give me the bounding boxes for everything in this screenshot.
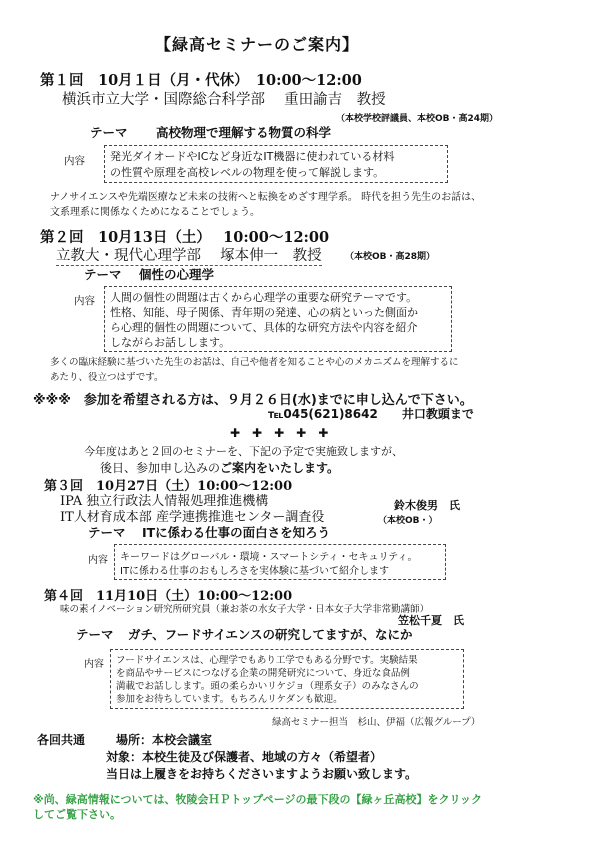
session-3-org-2: IT人材育成本部 産学連携推進センター調査役 xyxy=(60,510,325,525)
session-3-org-1: IPA 独立行政法人情報処理推進機構 xyxy=(60,494,269,509)
session-1-content-label: 内容 xyxy=(64,155,85,167)
session-4-content-line: 参加をお待ちしています。もちろんリケダンも歓迎。 xyxy=(116,694,343,705)
session-1-content-line: 発光ダイオードやICなど身近なIT機器に使われている材料 xyxy=(110,150,395,163)
session-2-speaker-wrap xyxy=(56,244,322,266)
footer-note: してご覧下さい。 xyxy=(33,808,121,821)
session-2-content-line: ら心理的個性の問題について、具体的な研究方法や内容を紹介 xyxy=(110,321,418,334)
page-title: 【緑高セミナーのご案内】 xyxy=(155,35,360,54)
session-1-description: ナノサイエンスや先端医療など未来の技術へと転換をめざす理学系。 時代を担う先生のお話は、 xyxy=(50,192,482,203)
session-1-heading: 第１回 10月１日（月・代休） 10:00～12:00 xyxy=(40,72,362,89)
decorative-crosses: ✚ ✚ ✚ ✚ ✚ xyxy=(230,426,329,440)
session-2-description: 多くの臨床経験に基づいた先生のお話は、自己や他者を知ることや心のメカニズムを理解するに xyxy=(50,357,459,368)
later-sessions-intro-2 xyxy=(100,459,339,476)
common-place: 場所：本校会議室 xyxy=(116,733,213,747)
session-2-theme-label: テーマ xyxy=(84,267,122,282)
session-1-speaker: 横浜市立大学・国際総合科学部 重田諭吉 教授 xyxy=(62,92,386,108)
session-2-content-label: 内容 xyxy=(74,295,95,307)
session-2-speaker: 立教大・現代心理学部 塚本伸一 教授 xyxy=(56,244,322,266)
session-3-content-label: 内容 xyxy=(88,555,108,566)
session-3-theme-label: テーマ xyxy=(88,525,126,540)
session-4-content-line: 満載でお話しします。頭の柔らかいリケジョ（理系女子）のみなさんの xyxy=(116,681,419,692)
session-2-description: あたり、役立つはずです。 xyxy=(50,372,164,383)
session-2-content-line: しながらお話しします。 xyxy=(110,336,231,349)
seminar-contact: 緑高セミナー担当 杉山、伊福（広報グループ） xyxy=(272,717,481,728)
application-contact: ℡045(621)8642 井口教頭まで xyxy=(268,407,474,421)
session-4-speaker: 笠松千夏 氏 xyxy=(398,614,464,627)
session-1-content-line: の性質や原理を高校レベルの物理を使って解説します。 xyxy=(110,166,385,179)
session-1-theme: 高校物理で理解する物質の科学 xyxy=(156,125,332,140)
session-2-content-line: 性格、知能、母子関係、青年期の発達、心の病といった側面か xyxy=(110,306,418,319)
session-2-heading: 第２回 10月13日（土） 10:00～12:00 xyxy=(40,229,330,246)
session-1-note: （本校学校評議員、本校OB・高24期） xyxy=(336,114,499,124)
session-3-content-line: キーワードはグローバル・環境・スマートシティ・セキュリティ。 xyxy=(120,552,418,563)
session-3-content-line: ITに係わる仕事のおもしろさを実体験に基づいて紹介します xyxy=(120,566,390,577)
session-3-speaker: 鈴木俊男 氏 xyxy=(394,499,460,512)
session-3-theme: ITに係わる仕事の面白さを知ろう xyxy=(142,525,331,540)
session-2-theme: 個性の心理学 xyxy=(139,267,215,282)
footer-note: ※尚、緑高情報については、牧陵会ＨＰトップページの最下段の【緑ヶ丘高校】をクリック xyxy=(33,793,483,806)
common-note: 当日は上履きをお持ちくださいますようお願い致します。 xyxy=(106,767,418,781)
session-1-theme-label: テーマ xyxy=(90,125,128,140)
session-2-note: （本校OB・高28期） xyxy=(345,252,436,262)
session-4-heading: 第４回 11月10日（土）10:00～12:00 xyxy=(44,589,293,604)
session-4-org: 味の素イノベーション研究所研究員（兼お茶の水女子大学・日本女子大学非常勤講師） xyxy=(60,604,430,615)
session-4-content-line: フードサイエンスは、心理学でもあり工学でもある分野です。実験結果 xyxy=(116,655,418,666)
later-sessions-bold: ご案内をいたします。 xyxy=(220,461,340,475)
session-2-content-line: 人間の個性の問題は古くから心理学の重要な研究テーマです。 xyxy=(110,291,418,304)
session-4-theme-label: テーマ xyxy=(76,627,114,642)
later-sessions-prefix: 後日、参加申し込みの xyxy=(100,461,221,475)
common-target: 対象：本校生徒及び保護者、地域の方々（希望者） xyxy=(106,750,383,764)
session-1-description: 文系理系に関係なくためになることでしょう。 xyxy=(50,207,260,218)
session-4-content-line: を商品やサービスにつなげる企業の開発研究について、身近な食品例 xyxy=(116,668,410,679)
session-3-note: （本校OB・） xyxy=(378,516,438,526)
application-deadline: ※※※ 参加を希望される方は、９月２６日(水)までに申し込んで下さい。 xyxy=(33,393,473,408)
later-sessions-intro: 今年度はあと２回のセミナーを、下記の予定で実施致しますが、 xyxy=(84,445,403,458)
session-4-theme: ガチ、フードサイエンスの研究してますが、なにか xyxy=(128,627,413,642)
session-3-heading: 第３回 10月27日（土）10:00～12:00 xyxy=(44,479,293,494)
common-label: 各回共通 xyxy=(37,733,86,747)
session-4-content-label: 内容 xyxy=(84,659,104,670)
